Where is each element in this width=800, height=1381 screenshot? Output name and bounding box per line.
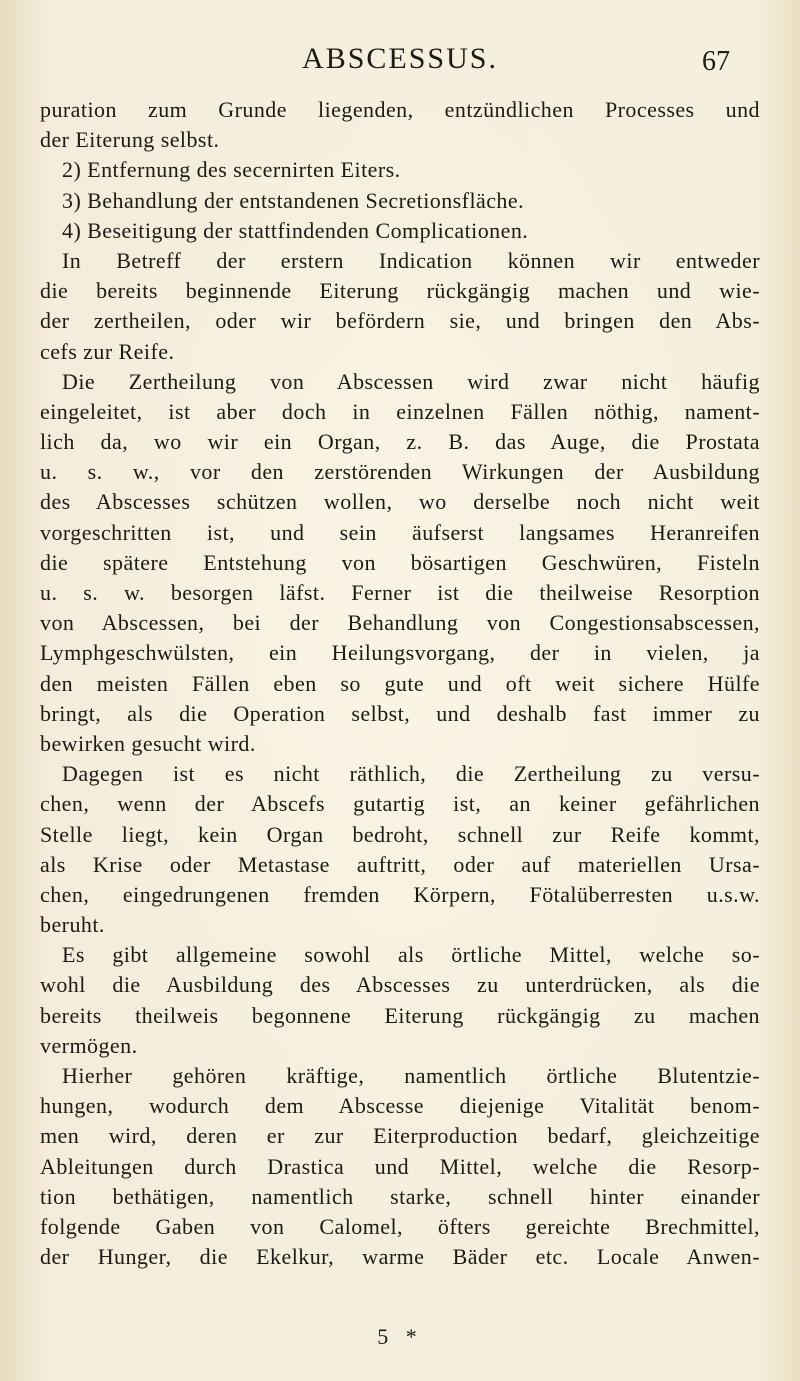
signature-mark: 5 * [377, 1324, 423, 1349]
text-line: die spätere Entstehung von bösartigen Geschwüren, Fisteln [40, 549, 760, 575]
text-line: folgende Gaben von Calomel, öfters gereichte Brechmittel, [40, 1213, 760, 1239]
text-line: des Abscesses schützen wollen, wo derselbe noch nicht weit [40, 489, 760, 515]
text-line: u. s. w. besorgen läfst. Ferner ist die theilweise Resorption [40, 580, 760, 605]
text-line: der Hunger, die Ekelkur, warme Bäder etc. Locale Anwen- [40, 1244, 760, 1270]
running-title: ABSCESSUS. [302, 42, 498, 75]
text-line: hungen, wodurch dem Abscesse diejenige Vitalität benom- [40, 1093, 760, 1119]
text-line: der Eiterung selbst. [40, 127, 220, 153]
text-line: 2) Entfernung des secernirten Eiters. [62, 157, 401, 183]
text-line: Stelle liegt, kein Organ bedroht, schnell zur Reife kommt, [40, 821, 760, 847]
page-number: 67 [702, 46, 730, 77]
text-line: Ableitungen durch Drastica und Mittel, welche die Resorp- [40, 1153, 760, 1179]
text-line: lich da, wo wir ein Organ, z. B. das Auge, die Prostata [40, 429, 760, 455]
text-line: bringt, als die Operation selbst, und deshalb fast immer zu [40, 700, 760, 726]
text-line: In Betreff der erstern Indication können wir entweder [62, 247, 760, 273]
text-line: chen, wenn der Abscefs gutartig ist, an keiner gefährlichen [40, 791, 760, 817]
text-line: Hierher gehören kräftige, namentlich örtliche Blutentzie- [62, 1063, 760, 1088]
text-line: wohl die Ausbildung des Abscesses zu unterdrücken, als die [40, 972, 760, 998]
text-line: bereits theilweis begonnene Eiterung rückgängig zu machen [40, 1002, 760, 1028]
text-line: den meisten Fällen eben so gute und oft weit sichere Hülfe [40, 670, 760, 696]
text-line: men wird, deren er zur Eiterproduction bedarf, gleichzeitige [40, 1123, 760, 1149]
text-line: Es gibt allgemeine sowohl als örtliche Mittel, welche so- [62, 942, 760, 968]
text-line: u. s. w., vor den zerstörenden Wirkungen der Ausbildung [40, 459, 760, 485]
text-line: Lymphgeschwülsten, ein Heilungsvorgang, der in vielen, ja [40, 640, 760, 666]
text-line: bewirken gesucht wird. [40, 730, 256, 756]
text-line: 3) Behandlung der entstandenen Secretionsfläche. [62, 187, 525, 213]
text-line: die bereits beginnende Eiterung rückgängig machen und wie- [40, 278, 760, 304]
text-line: vermögen. [40, 1032, 138, 1058]
text-line: von Abscessen, bei der Behandlung von Congestionsabscessen, [40, 610, 760, 636]
body-text [40, 95, 760, 1272]
text-line: Die Zertheilung von Abscessen wird zwar nicht häufig [62, 368, 760, 394]
text-line: Dagegen ist es nicht räthlich, die Zertheilung zu versu- [62, 761, 760, 787]
text-line: tion bethätigen, namentlich starke, schnell hinter einander [40, 1183, 760, 1209]
text-line: der zertheilen, oder wir befördern sie, und bringen den Abs- [40, 308, 760, 334]
text-line: 4) Beseitigung der stattfindenden Complicationen. [62, 217, 529, 243]
text-line: cefs zur Reife. [40, 338, 175, 364]
text-line: beruht. [40, 912, 105, 938]
text-line: puration zum Grunde liegenden, entzündlichen Processes und [40, 97, 760, 122]
text-line: eingeleitet, ist aber doch in einzelnen Fällen nöthig, nament- [40, 398, 760, 424]
text-line: chen, eingedrungenen fremden Körpern, Fötalüberresten u.s.w. [40, 881, 760, 907]
text-line: vorgeschritten ist, und sein äufserst langsames Heranreifen [40, 519, 760, 545]
text-line: als Krise oder Metastase auftritt, oder auf materiellen Ursa- [40, 851, 760, 877]
running-header [0, 42, 800, 82]
